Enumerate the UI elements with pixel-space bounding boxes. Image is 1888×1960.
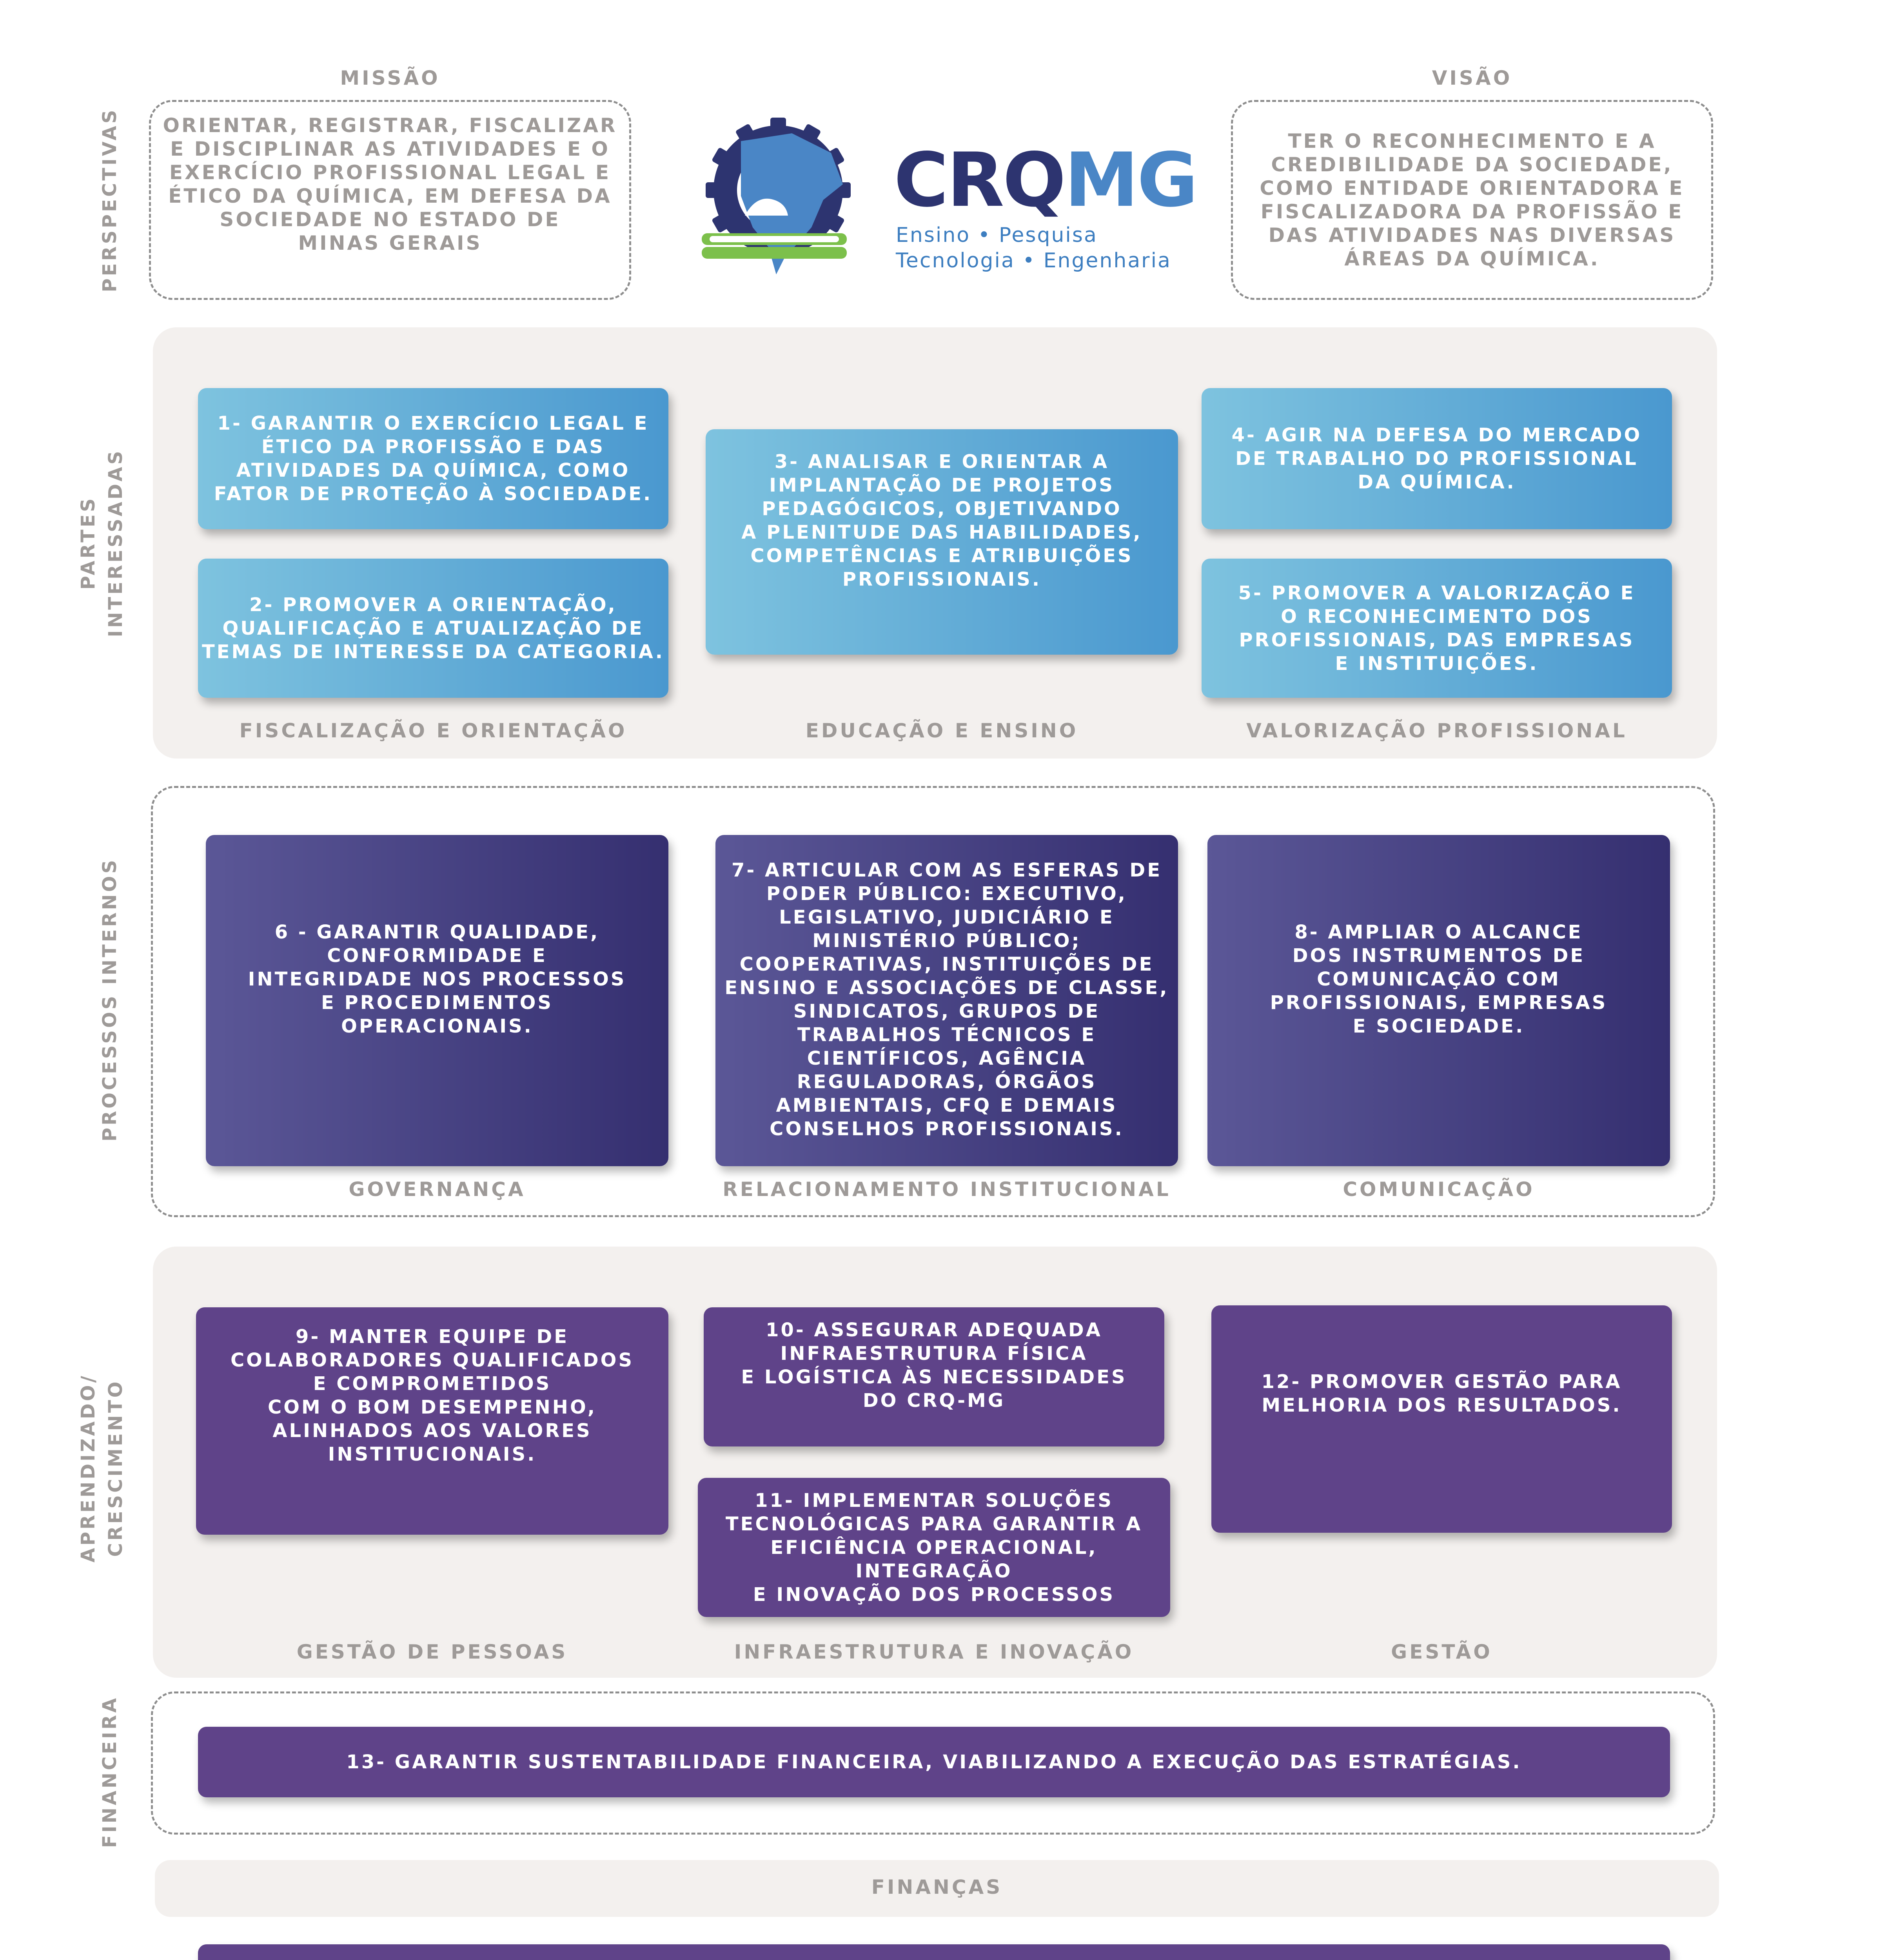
objective-7-card: 7- ARTICULAR COM AS ESFERAS DE PODER PÚBLICO: EXECUTIVO, LEGISLATIVO, JUDICIÁRIO E MINISTÉRIO PÚBLICO; COOPERATIVAS, INSTITUIÇÕES DE ENSINO E ASSOCIAÇÕES DE CLASSE, SINDICATOS, GRUPOS DE TRABALHOS TÉCNICOS E CIENTÍFICOS, AGÊNCIA REGULADORAS, ÓRGÃOS AMBIENTAIS, CFQ E DEMAIS CONSELHOS PROFISSIONAIS. — [715, 835, 1178, 1166]
column-label-valorizacao: VALORIZAÇÃO PROFISSIONAL — [1246, 719, 1627, 742]
crqmg-logo — [694, 110, 1197, 282]
objective-11-card: 11- IMPLEMENTAR SOLUÇÕES TECNOLÓGICAS PARA GARANTIR A EFICIÊNCIA OPERACIONAL, INTEGRAÇÃO E INOVAÇÃO DOS PROCESSOS — [698, 1478, 1170, 1617]
missao-text: ORIENTAR, REGISTRAR, FISCALIZAR E DISCIPLINAR AS ATIVIDADES E O EXERCÍCIO PROFISSIONAL LEGAL E ÉTICO DA QUÍMICA, EM DEFESA DA SOCIEDADE NO ESTADO DE MINAS GERAIS — [163, 114, 617, 254]
objective-5-card: 5- PROMOVER A VALORIZAÇÃO E O RECONHECIMENTO DOS PROFISSIONAIS, DAS EMPRESAS E INSTITUIÇÕES. — [1202, 559, 1672, 698]
label-processos-internos: PROCESSOS INTERNOS — [99, 857, 121, 1142]
objective-6-card: 6 - GARANTIR QUALIDADE, CONFORMIDADE E INTEGRIDADE NOS PROCESSOS E PROCEDIMENTOS OPERACIONAIS. — [206, 835, 668, 1166]
objective-4-card: 4- AGIR NA DEFESA DO MERCADO DE TRABALHO DO PROFISSIONAL DA QUÍMICA. — [1202, 388, 1672, 529]
financas-label: FINANÇAS — [871, 1876, 1003, 1898]
valores-banner — [198, 1944, 1670, 1960]
column-label-educacao: EDUCAÇÃO E ENSINO — [805, 719, 1078, 742]
label-perspectivas: PERSPECTIVAS — [99, 107, 121, 292]
objective-10-card: 10- ASSEGURAR ADEQUADA INFRAESTRUTURA FÍSICA E LOGÍSTICA ÀS NECESSIDADES DO CRQ-MG — [704, 1307, 1164, 1446]
column-label-fiscalizacao: FISCALIZAÇÃO E ORIENTAÇÃO — [239, 719, 627, 742]
label-financeira: FINANCEIRA — [99, 1695, 121, 1848]
label-aprendizado-crescimento: APRENDIZADO/ CRESCIMENTO — [77, 1373, 127, 1563]
logo-tagline-1: Ensino • Pesquisa — [896, 223, 1098, 247]
column-label-comunicacao: COMUNICAÇÃO — [1343, 1178, 1535, 1201]
label-partes-interessadas: PARTES INTERESSADAS — [77, 448, 127, 637]
visao-title: VISÃO — [1432, 67, 1512, 89]
gear-book-map-icon — [694, 110, 862, 282]
logo-crq-text: CRQ — [894, 137, 1065, 223]
objective-12-card: 12- PROMOVER GESTÃO PARA MELHORIA DOS RESULTADOS. — [1211, 1305, 1672, 1533]
column-label-relacionamento: RELACIONAMENTO INSTITUCIONAL — [723, 1178, 1171, 1201]
visao-text: TER O RECONHECIMENTO E A CREDIBILIDADE DA SOCIEDADE, COMO ENTIDADE ORIENTADORA E FISCALIZADORA DA PROFISSÃO E DAS ATIVIDADES NAS DIVERSAS ÁREAS DA QUÍMICA. — [1260, 130, 1685, 270]
objective-8-card: 8- AMPLIAR O ALCANCE DOS INSTRUMENTOS DE COMUNICAÇÃO COM PROFISSIONAIS, EMPRESAS E SOCIEDADE. — [1207, 835, 1670, 1166]
objective-3-card: 3- ANALISAR E ORIENTAR A IMPLANTAÇÃO DE PROJETOS PEDAGÓGICOS, OBJETIVANDO A PLENITUDE DAS HABILIDADES, COMPETÊNCIAS E ATRIBUIÇÕES PROFISSIONAIS. — [706, 429, 1178, 655]
logo-mg-text: MG — [1064, 137, 1197, 223]
column-label-gestao-pessoas: GESTÃO DE PESSOAS — [296, 1641, 568, 1663]
column-label-governanca: GOVERNANÇA — [349, 1178, 526, 1201]
missao-title: MISSÃO — [340, 67, 440, 89]
column-label-infraestrutura: INFRAESTRUTURA E INOVAÇÃO — [734, 1641, 1134, 1663]
column-label-gestao: GESTÃO — [1391, 1641, 1492, 1663]
objective-2-card: 2- PROMOVER A ORIENTAÇÃO, QUALIFICAÇÃO E ATUALIZAÇÃO DE TEMAS DE INTERESSE DA CATEGORIA. — [198, 559, 668, 698]
objective-1-card: 1- GARANTIR O EXERCÍCIO LEGAL E ÉTICO DA PROFISSÃO E DAS ATIVIDADES DA QUÍMICA, COMO FATOR DE PROTEÇÃO À SOCIEDADE. — [198, 388, 668, 529]
objective-13-card: 13- GARANTIR SUSTENTABILIDADE FINANCEIRA, VIABILIZANDO A EXECUÇÃO DAS ESTRATÉGIAS. — [198, 1727, 1670, 1797]
logo-tagline-2: Tecnologia • Engenharia — [896, 249, 1171, 272]
objective-9-card: 9- MANTER EQUIPE DE COLABORADORES QUALIFICADOS E COMPROMETIDOS COM O BOM DESEMPENHO, ALINHADOS AOS VALORES INSTITUCIONAIS. — [196, 1307, 668, 1535]
